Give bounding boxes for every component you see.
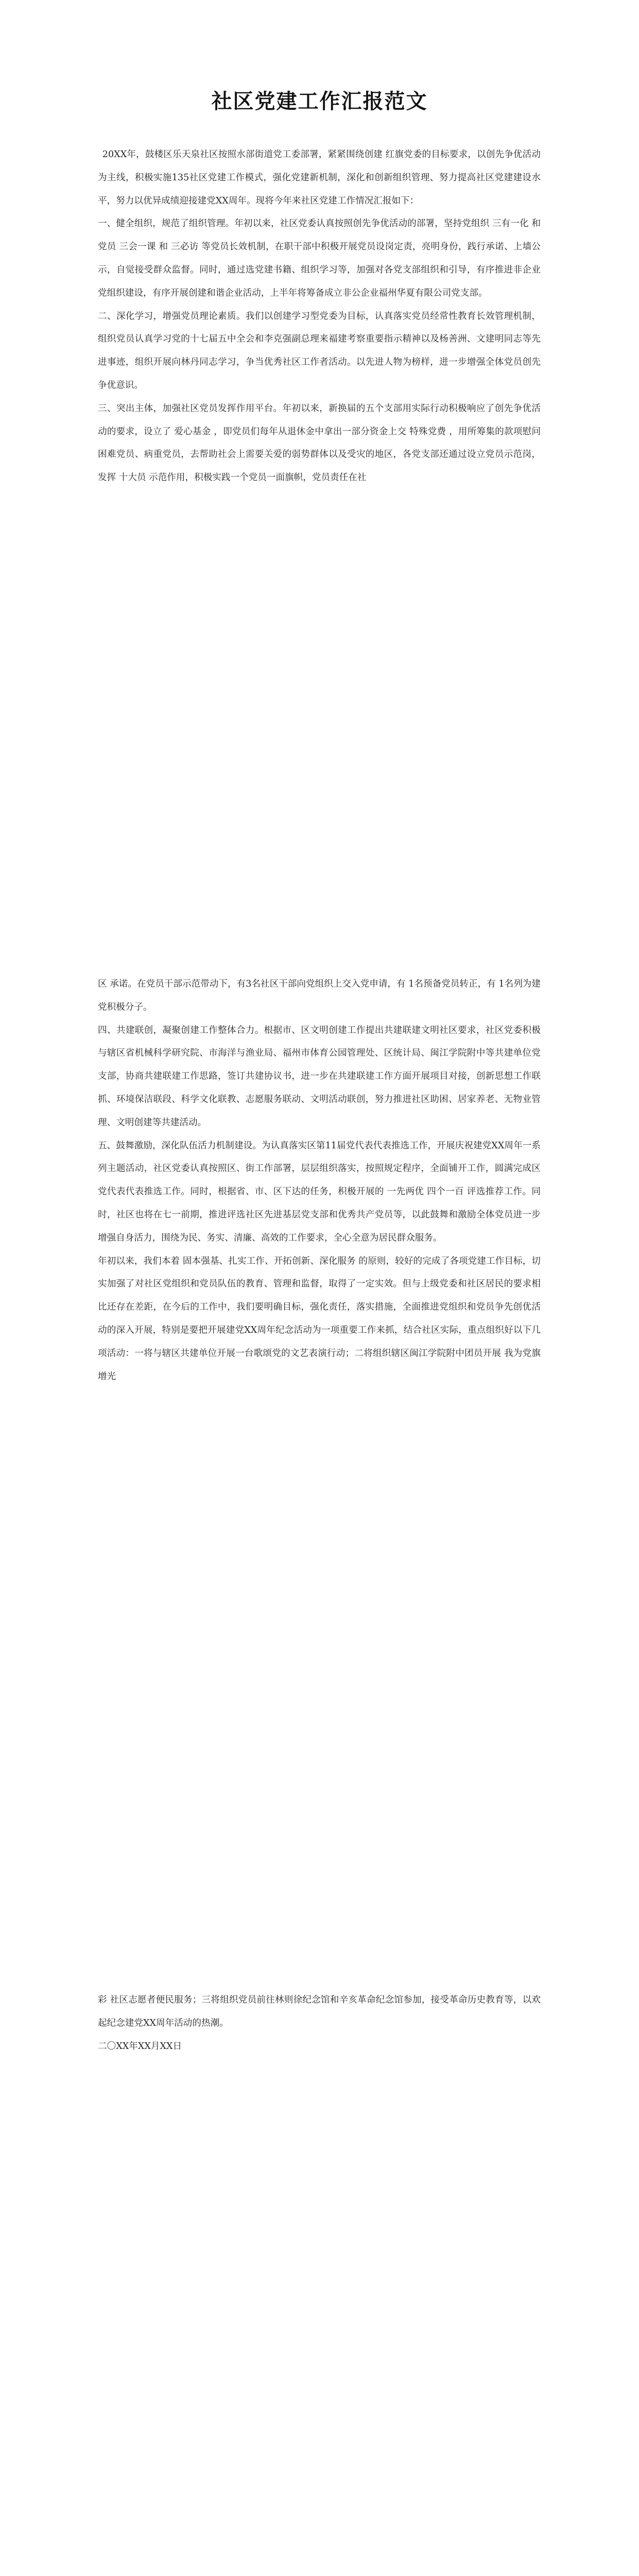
- text-block-3: [98, 1989, 541, 2058]
- document-title: 社区党建工作汇报范文: [211, 89, 428, 113]
- document-date: 二〇XX年XX月XX日: [98, 2041, 182, 2052]
- section-2-paragraph: 二、深化学习，增强党员理论素质。我们以创建学习型党委为目标，认真落实党员经常性教育长效管理机制，组织党员认真学习党的十七届五中全会和李克强副总理来福建考察重要指示精神以及杨善洲、文建明同志等先进事迹，组织开展向林丹同志学习，争当优秀社区工作者活动。以先进人物为榜样，进一步增强全体党员创先争优意识。: [98, 311, 541, 391]
- section-4-paragraph: 四、共建联创，凝聚创建工作整体合力。根据市、区文明创建工作提出共建联建文明社区要求，社区党委积极与辖区省机械科学研究院、市海洋与渔业局、福州市体育公园管理处、区统计局、闽江学院附中等共建单位党支部，协商共建联建工作思路，签订共建协议书，进一步在共建联建工作方面开展项目对接，创新思想工作联抓、环境保洁联段、科学文化联教、志愿服务联动、文明活动联创，努力推进社区助困、居家养老、无物业管理、文明创建等共建活动。: [98, 1025, 541, 1128]
- section-1-paragraph: 一、健全组织，规范了组织管理。年初以来，社区党委认真按照创先争优活动的部署，坚持党组织 三有一化 和党员 三会一课 和 三必访 等党员长效机制，在职干部中积极开展党员设岗定责，亮明身份，践行承诺、上墙公示，自觉接受群众监督。同时，通过选党建书籍、组织学习等，加强对各党支部组织和引导，有序推进非企业党组织建设，有序开展创建和谐企业活动，上半年将筹备成立非公企业福州华夏有限公司党支部。: [98, 218, 541, 298]
- text-block-2: [98, 973, 541, 1388]
- section-3-continued-paragraph: 区 承诺。在党员干部示范带动下，有3名社区干部向党组织上交入党申请，有 1名预备党员转正，有 1名列为建党积极分子。: [98, 979, 541, 1012]
- section-3-paragraph: 三、突出主体，加强社区党员发挥作用平台。年初以来，新换届的五个支部用实际行动积极响应了创先争优活动的要求，设立了 爱心基金 ，即党员们每年从退休金中拿出一部分资金上交 特殊党费 ，用所筹集的款项慰问困难党员、病重党员，去帮助社会上需要关爱的弱势群体以及受灾的地区，各党支部还通过设立党员示范岗，发挥 十大员 示范作用，积极实践一个党员一面旗帜，党员责任在社: [98, 403, 541, 483]
- summary-continued-paragraph: 彩 社区志愿者便民服务；三将组织党员前往林则徐纪念馆和辛亥革命纪念馆参加，接受革命历史教育等，以欢起纪念建党XX周年活动的热潮。: [98, 1995, 541, 2028]
- intro-paragraph: 20XX年，鼓楼区乐天泉社区按照水部街道党工委部署，紧紧围绕创建 红旗党委的目标要求，以创先争优活动为主线，积极实施135社区党建工作模式，强化党建新机制，深化和创新组织管理、努力提高社区党建建设水平，努力以优异成绩迎接建党XX周年。现将今年来社区党建工作情况汇报如下：: [98, 149, 541, 206]
- summary-paragraph: 年初以来，我们本着 固本强基、扎实工作、开拓创新、深化服务 的原则，较好的完成了各项党建工作目标，切实加强了对社区党组织和党员队伍的教育、管理和监督，取得了一定实效。但与上级党委和社区居民的要求相比还存在差距，在今后的工作中，我们要明确目标，强化责任，落实措施，全面推进党组织和党员争先创优活动的深入开展，特别是要把开展建党XX周年纪念活动为一项重要工作来抓，结合社区实际，重点组织好以下几项活动：一将与辖区共建单位开展一台歌颂党的文艺表演行动；二将组织辖区闽江学院附中团员开展 我为党旗增光: [98, 1256, 541, 1382]
- text-block-1: [98, 143, 541, 489]
- section-5-paragraph: 五、鼓舞激励，深化队伍活力机制建设。为认真落实区第11届党代表代表推选工作，开展庆祝建党XX周年一系列主题活动，社区党委认真按照区、街工作部署，层层组织落实，按照规定程序，全面铺开工作，圆满完成区党代表代表推选工作。同时，根据省、市、区下达的任务，积极开展的 一先两优 四个一百 评选推荐工作。同时，社区也将在七一前期，推进评选社区先进基层党支部和优秀共产党员等，以此鼓舞和激励全体党员进一步增强自身活力，围绕为民、务实、清廉、高效的工作要求，全心全意为居民群众服务。: [98, 1140, 541, 1243]
